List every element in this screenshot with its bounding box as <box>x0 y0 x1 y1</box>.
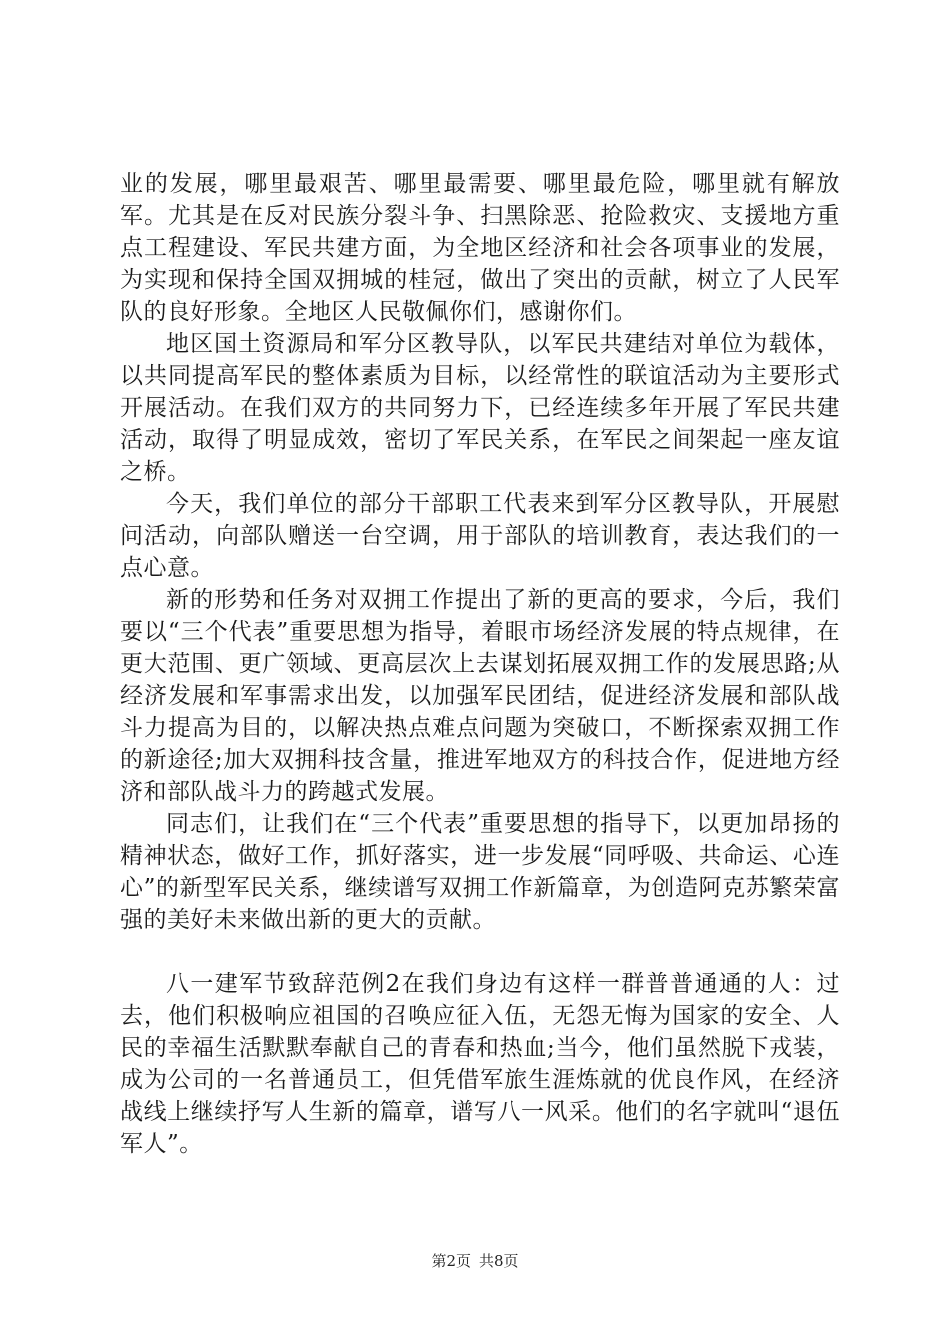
page-footer <box>0 1250 950 1271</box>
paragraph-5: 同志们，让我们在“三个代表”重要思想的指导下，以更加昂扬的精神状态，做好工作，抓好落实，进一步发展“同呼吸、共命运、心连心”的新型军民关系，继续谱写双拥工作新篇章，为创造阿克苏繁荣富强的美好未来做出新的更大的贡献。 <box>120 811 840 933</box>
paragraph-4: 新的形势和任务对双拥工作提出了新的更高的要求，今后，我们要以“三个代表”重要思想为指导，着眼市场经济发展的特点规律，在更大范围、更广领域、更高层次上去谋划拓展双拥工作的发展思路;从经济发展和军事需求出发，以加强军民团结，促进经济发展和部队战斗力提高为目的，以解决热点难点问题为突破口，不断探索双拥工作的新途径;加大双拥科技含量，推进军地双方的科技合作，促进地方经济和部队战斗力的跨越式发展。 <box>120 587 840 805</box>
document-body <box>120 168 840 1160</box>
page-total: 共8页 <box>479 1252 519 1270</box>
paragraph-2: 地区国土资源局和军分区教导队，以军民共建结对单位为载体，以共同提高军民的整体素质为目标，以经常性的联谊活动为主要形式开展活动。在我们双方的共同努力下，已经连续多年开展了军民共建活动，取得了明显成效，密切了军民关系，在军民之间架起一座友谊之桥。 <box>120 331 840 485</box>
paragraph-gap <box>120 936 840 968</box>
paragraph-3: 今天，我们单位的部分干部职工代表来到军分区教导队，开展慰问活动，向部队赠送一台空调，用于部队的培训教育，表达我们的一点心意。 <box>120 491 840 581</box>
paragraph-6: 八一建军节致辞范例2在我们身边有这样一群普普通通的人：过去，他们积极响应祖国的召唤应征入伍，无怨无悔为国家的安全、人民的幸福生活默默奉献自己的青春和热血;当今，他们虽然脱下戎装，成为公司的一名普通员工，但凭借军旅生涯炼就的优良作风，在经济战线上继续抒写人生新的篇章，谱写八一风采。他们的名字就叫“退伍军人”。 <box>120 971 840 1157</box>
paragraph-1: 业的发展，哪里最艰苦、哪里最需要、哪里最危险，哪里就有解放军。尤其是在反对民族分裂斗争、扫黑除恶、抢险救灾、支援地方重点工程建设、军民共建方面，为全地区经济和社会各项事业的发展，为实现和保持全国双拥城的桂冠，做出了突出的贡献，树立了人民军队的良好形象。全地区人民敬佩你们，感谢你们。 <box>120 171 840 325</box>
page-number: 第2页 <box>431 1252 471 1270</box>
